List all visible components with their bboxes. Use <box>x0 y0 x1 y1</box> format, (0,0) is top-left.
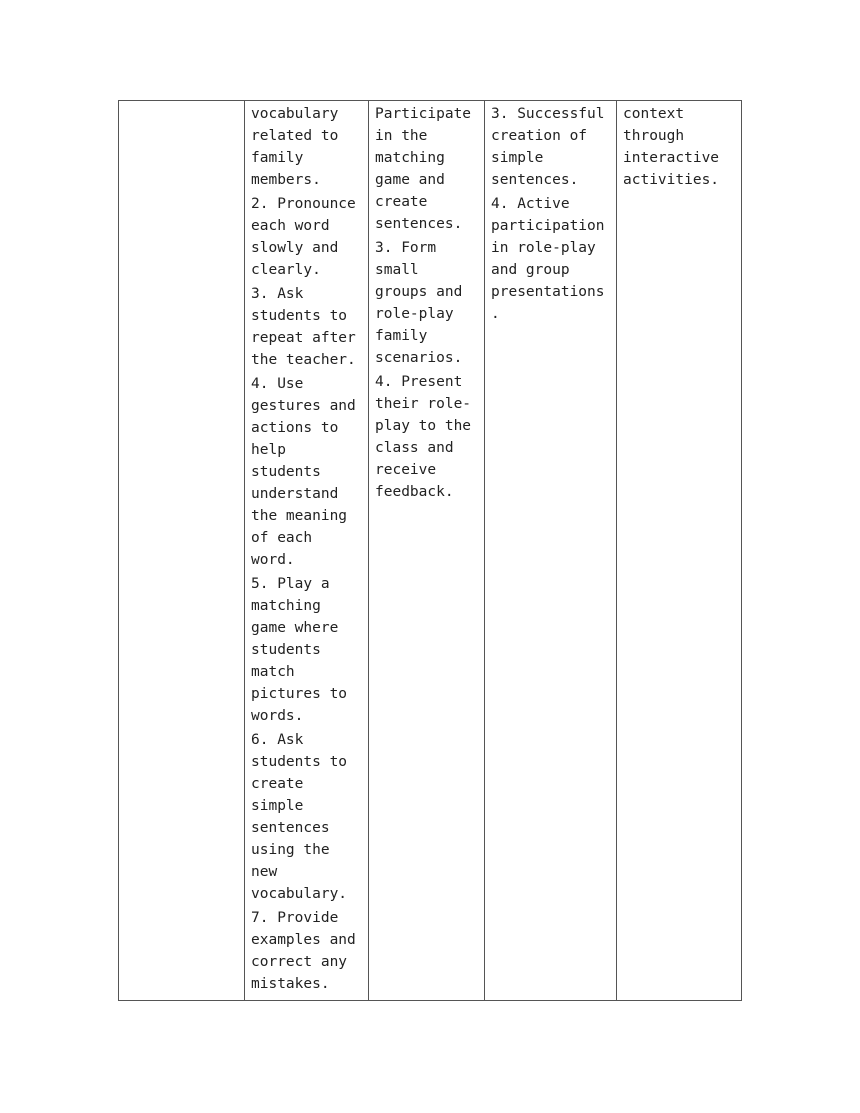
list-item <box>623 103 735 191</box>
text-line: pictures to <box>251 686 348 702</box>
list-item <box>251 103 362 191</box>
text-line: 4. Present <box>375 374 463 390</box>
list-item <box>251 729 362 905</box>
text-line: groups and <box>375 284 463 300</box>
list-item <box>251 283 362 371</box>
text-line: vocabulary. <box>251 886 348 902</box>
list-item <box>375 103 478 235</box>
list-item <box>491 193 610 325</box>
text-line: students <box>251 464 321 480</box>
text-line: 4. Active <box>491 196 570 212</box>
text-line: context <box>623 106 685 122</box>
list-item <box>251 193 362 281</box>
text-line: game and <box>375 172 445 188</box>
text-line: family <box>251 150 304 166</box>
text-line: matching <box>251 598 321 614</box>
text-line: interactive <box>623 150 720 166</box>
text-line: sentences. <box>491 172 579 188</box>
text-line: vocabulary <box>251 106 339 122</box>
lesson-plan-table <box>118 100 742 1001</box>
text-line: their role- <box>375 396 472 412</box>
text-line: 3. Successful <box>491 106 605 122</box>
text-line: simple <box>251 798 304 814</box>
text-line: students to <box>251 754 348 770</box>
text-line: clearly. <box>251 262 321 278</box>
text-line: of each <box>251 530 313 546</box>
text-line: create <box>375 194 428 210</box>
notes-cell <box>617 101 742 1001</box>
text-line: new <box>251 864 278 880</box>
text-line: members. <box>251 172 321 188</box>
text-line: through <box>623 128 685 144</box>
text-line: actions to <box>251 420 339 436</box>
text-line: and group <box>491 262 570 278</box>
text-line: gestures and <box>251 398 356 414</box>
text-line: activities. <box>623 172 720 188</box>
text-line: 6. Ask <box>251 732 304 748</box>
text-line: sentences. <box>375 216 463 232</box>
text-line: scenarios. <box>375 350 463 366</box>
list-item <box>375 371 478 503</box>
list-item <box>251 907 362 995</box>
text-line: repeat after <box>251 330 356 346</box>
text-line: receive <box>375 462 437 478</box>
student-activities-cell <box>369 101 485 1001</box>
text-line: play to the <box>375 418 472 434</box>
text-line: slowly and <box>251 240 339 256</box>
text-line: family <box>375 328 428 344</box>
text-line: 7. Provide <box>251 910 339 926</box>
list-item <box>251 573 362 727</box>
text-line: feedback. <box>375 484 454 500</box>
text-line: related to <box>251 128 339 144</box>
text-line: examples and <box>251 932 356 948</box>
empty-cell <box>119 101 245 1001</box>
text-line: 3. Ask <box>251 286 304 302</box>
text-line: Participate <box>375 106 472 122</box>
text-line: presentations <box>491 284 605 300</box>
text-line: help <box>251 442 286 458</box>
text-line: create <box>251 776 304 792</box>
text-line: role-play <box>375 306 454 322</box>
text-line: matching <box>375 150 445 166</box>
text-line: each word <box>251 218 330 234</box>
text-line: simple <box>491 150 544 166</box>
text-line: match <box>251 664 295 680</box>
text-line: sentences <box>251 820 330 836</box>
text-line: in the <box>375 128 428 144</box>
text-line: word. <box>251 552 295 568</box>
teacher-activities-cell <box>245 101 369 1001</box>
text-line: creation of <box>491 128 588 144</box>
text-line: 2. Pronounce <box>251 196 356 212</box>
text-line: small <box>375 262 419 278</box>
text-line: understand <box>251 486 339 502</box>
text-line: participation <box>491 218 605 234</box>
text-line: mistakes. <box>251 976 330 992</box>
text-line: . <box>491 306 500 322</box>
text-line: 5. Play a <box>251 576 330 592</box>
list-item <box>491 103 610 191</box>
text-line: students to <box>251 308 348 324</box>
text-line: using the <box>251 842 330 858</box>
text-line: the meaning <box>251 508 348 524</box>
list-item <box>251 373 362 571</box>
text-line: 4. Use <box>251 376 304 392</box>
text-line: 3. Form <box>375 240 437 256</box>
text-line: correct any <box>251 954 348 970</box>
table-row <box>119 101 742 1001</box>
text-line: in role-play <box>491 240 596 256</box>
list-item <box>375 237 478 369</box>
text-line: the teacher. <box>251 352 356 368</box>
text-line: students <box>251 642 321 658</box>
text-line: words. <box>251 708 304 724</box>
assessment-cell <box>485 101 617 1001</box>
text-line: game where <box>251 620 339 636</box>
text-line: class and <box>375 440 454 456</box>
